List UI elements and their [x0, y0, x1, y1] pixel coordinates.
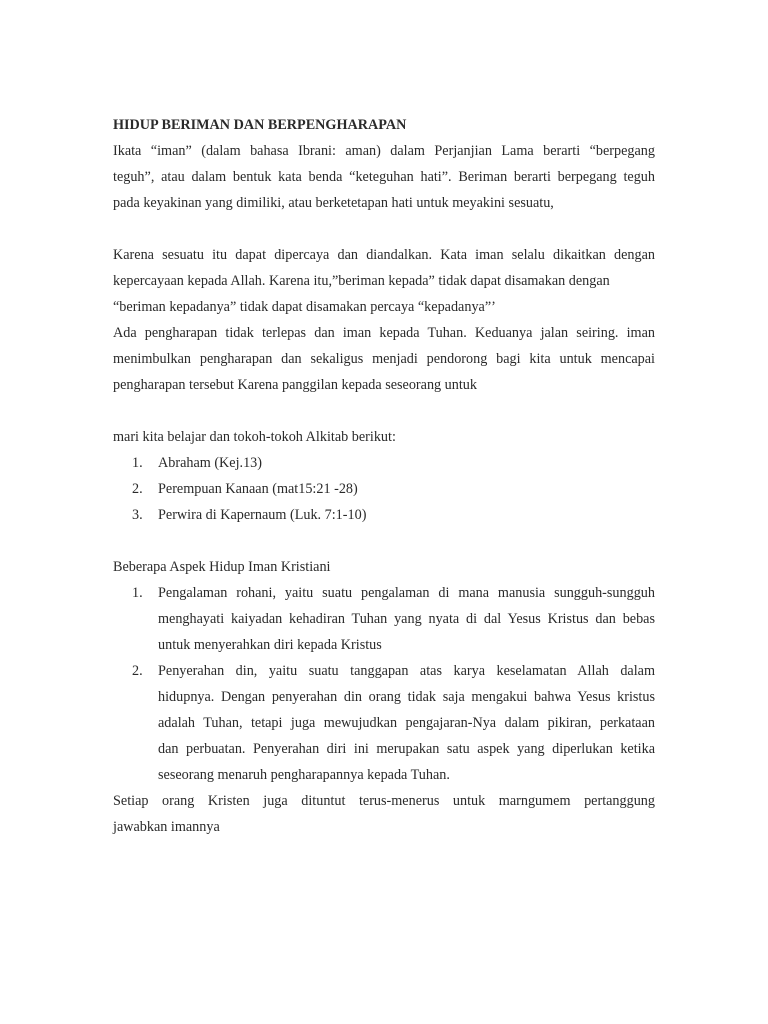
list-item: [113, 658, 655, 788]
document-title: HIDUP BERIMAN DAN BERPENGHARAPAN: [113, 117, 407, 133]
list-item-text: Perempuan Kanaan (mat15:21 -28): [158, 481, 358, 497]
aspects-list: [113, 580, 655, 788]
document-page: [113, 112, 655, 840]
paragraph-trust: [113, 242, 655, 320]
paragraph-iman-definition: [113, 138, 655, 216]
list-item: [113, 476, 655, 502]
text-line: menimbulkan pengharapan dan sekaligus menjadi pendorong bagi kita untuk mencapai: [113, 351, 655, 367]
text-line: Karena sesuatu itu dapat dipercaya dan diandalkan. Kata iman selalu dikaitkan dengan: [113, 247, 655, 263]
text-line: kepercayaan kepada Allah. Karena itu,”beriman kepada” tidak dapat disamakan dengan: [113, 273, 610, 289]
blank-line: [113, 216, 655, 242]
list-intro: mari kita belajar dan tokoh-tokoh Alkitab berikut:: [113, 429, 396, 445]
text-line: pengharapan tersebut Karena panggilan kepada seseorang untuk: [113, 377, 477, 393]
list-item: [113, 580, 655, 658]
text-line: menghayati kaiyadan kehadiran Tuhan yang nyata di dal Yesus Kristus dan bebas: [158, 611, 655, 627]
paragraph-hope: [113, 320, 655, 398]
list-item-text: Abraham (Kej.13): [158, 455, 263, 471]
text-line: Ada pengharapan tidak terlepas dan iman kepada Tuhan. Keduanya jalan seiring. iman: [113, 325, 655, 341]
list-item-text: Perwira di Kapernaum (Luk. 7:1-10): [158, 507, 367, 523]
text-line: adalah Tuhan, tetapi juga mewujudkan pengajaran-Nya dalam pikiran, perkataan: [158, 715, 655, 731]
text-line: Pengalaman rohani, yaitu suatu pengalaman di mana manusia sungguh-sungguh: [158, 585, 655, 601]
text-line: Penyerahan din, yaitu suatu tanggapan atas karya keselamatan Allah dalam: [158, 663, 655, 679]
list-item: [113, 450, 655, 476]
text-line: Ikata “iman” (dalam bahasa Ibrani: aman) dalam Perjanjian Lama berarti “berpegang: [113, 143, 655, 159]
list-number: 2.: [132, 481, 143, 497]
text-line: seseorang menaruh pengharapannya kepada Tuhan.: [158, 767, 450, 783]
list-number: 3.: [132, 507, 143, 523]
blank-line: [113, 528, 655, 554]
list-item: [113, 502, 655, 528]
text-line: jawabkan imannya: [113, 819, 220, 835]
text-line: “beriman kepadanya” tidak dapat disamakan percaya “kepadanya”’: [113, 299, 496, 315]
list-number: 2.: [132, 663, 143, 679]
text-line: untuk menyerahkan diri kepada Kristus: [158, 637, 382, 653]
text-line: dan perbuatan. Penyerahan diri ini merupakan satu aspek yang diperlukan ketika: [158, 741, 655, 757]
text-line: Setiap orang Kristen juga dituntut terus-menerus untuk marngumem pertanggung: [113, 793, 655, 809]
paragraph-closing: [113, 788, 655, 840]
text-line: hidupnya. Dengan penyerahan din orang tidak saja mengakui bahwa Yesus kristus: [158, 689, 655, 705]
text-line: pada keyakinan yang dimiliki, atau berketetapan hati untuk meyakini sesuatu,: [113, 195, 554, 211]
list-number: 1.: [132, 455, 143, 471]
figures-list: [113, 450, 655, 528]
aspects-heading: Beberapa Aspek Hidup Iman Kristiani: [113, 559, 331, 575]
blank-line: [113, 398, 655, 424]
list-number: 1.: [132, 585, 143, 601]
text-line: teguh”, atau dalam bentuk kata benda “keteguhan hati”. Beriman berarti berpegang teguh: [113, 169, 655, 185]
